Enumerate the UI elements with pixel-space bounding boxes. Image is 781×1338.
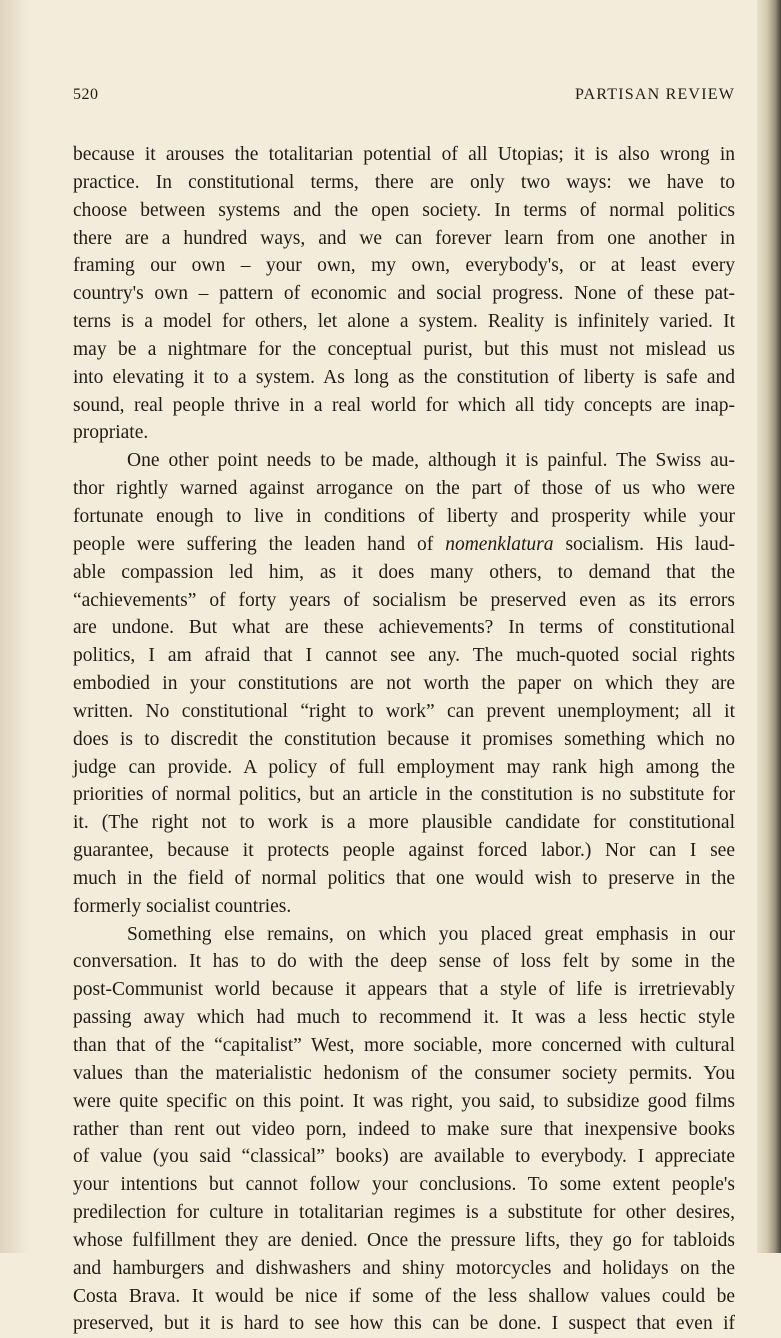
text-line: guarantee, because it protects people against forced labor.) Nor can I see [73,840,735,862]
page-number: 520 [73,86,99,103]
text-line: post-Communist world because it appears that a style of life is irretrievably [73,979,735,1001]
text-line: priorities of normal politics, but an article in the constitution is no substitute for [73,784,735,806]
text-line: “achievements” of forty years of socialism be preserved even as its errors [73,589,735,611]
text-line: values than the materialistic hedonism of the consumer society permits. You [73,1062,735,1084]
text-line: fortunate enough to live in conditions of liberty and prosperity while your [73,505,735,527]
text-line: thor rightly warned against arrogance on the part of those of us who were [73,478,735,500]
gutter-shadow [0,0,30,1253]
text-line: One other point needs to be made, although it is painful. The Swiss au- [127,450,735,472]
text-line: choose between systems and the open society. In terms of normal politics [73,199,735,221]
text-line: because it arouses the totalitarian potential of all Utopias; it is also wrong in [73,144,735,165]
text-line: framing our own – your own, my own, everybody's, or at least every [73,255,735,277]
text-segment: socialism. His laud- [553,533,735,555]
text-line: much in the field of normal politics that one would wish to preserve in the [73,867,735,889]
text-segment: people were suffering the leaden hand of [73,533,446,555]
text-line: terns is a model for others, let alone a system. Reality is infinitely varied. It [73,311,735,333]
text-line: may be a nightmare for the conceptual purist, but this must not mislead us [73,338,735,360]
text-line: preserved, but it is hard to see how this can be done. I suspect that even if [73,1313,735,1335]
text-line [73,531,735,559]
body-text [73,141,735,1338]
text-line: sound, real people thrive in a real world for which all tidy concepts are inap- [73,394,735,416]
text-line: there are a hundred ways, and we can forever learn from one another in [73,227,735,249]
text-line: judge can provide. A policy of full employment may rank high among the [73,756,735,778]
text-line: whose fulfillment they are denied. Once the pressure lifts, they go for tabloids [73,1229,735,1251]
text-line: able compassion led him, as it does many others, to demand that the [73,561,735,583]
text-line: Something else remains, on which you placed great emphasis in our [127,923,735,945]
text-line: and hamburgers and dishwashers and shiny motorcycles and holidays on the [73,1257,735,1279]
text-line: than that of the “capitalist” West, more sociable, more concerned with cultural [73,1035,735,1056]
text-line: does is to discredit the constitution because it promises something which no [73,728,735,750]
running-head: PARTISAN REVIEW [574,86,735,103]
text-line: of value (you said “classical” books) are available to everybody. I appreciate [73,1146,735,1168]
italic-term: nomenklatura [445,533,554,555]
text-line: written. No constitutional “right to work” can prevent unemployment; all it [73,700,735,722]
text-line: your intentions but cannot follow your conclusions. To some extent people's [73,1174,735,1196]
text-line: embodied in your constitutions are not worth the paper on which they are [73,673,735,695]
text-line: Costa Brava. It would be nice if some of the less shallow values could be [73,1285,735,1307]
text-line: formerly socialist countries. [73,895,292,917]
text-line: rather than rent out video porn, indeed to make sure that inexpensive books [73,1118,735,1140]
text-line: it. (The right not to work is a more plausible candidate for constitutional [73,812,735,834]
text-line: conversation. It has to do with the deep sense of loss felt by some in the [73,951,735,973]
text-line: country's own – pattern of economic and social progress. None of these pat- [73,283,735,305]
text-line: propriate. [73,422,149,444]
page-header [73,86,735,104]
text-line: are undone. But what are these achievements? In terms of constitutional [73,617,735,639]
page-edge [757,0,781,1253]
text-line: passing away which had much to recommend it. It was a less hectic style [73,1007,735,1029]
text-line: politics, I am afraid that I cannot see any. The much-quoted social rights [73,645,735,667]
text-line: predilection for culture in totalitarian regimes is a substitute for other desires, [73,1202,735,1224]
text-line: practice. In constitutional terms, there are only two ways: we have to [73,171,735,193]
text-line: were quite specific on this point. It was right, you said, to subsidize good films [73,1090,735,1112]
text-line: into elevating it to a system. As long as the constitution of liberty is safe and [73,366,735,388]
